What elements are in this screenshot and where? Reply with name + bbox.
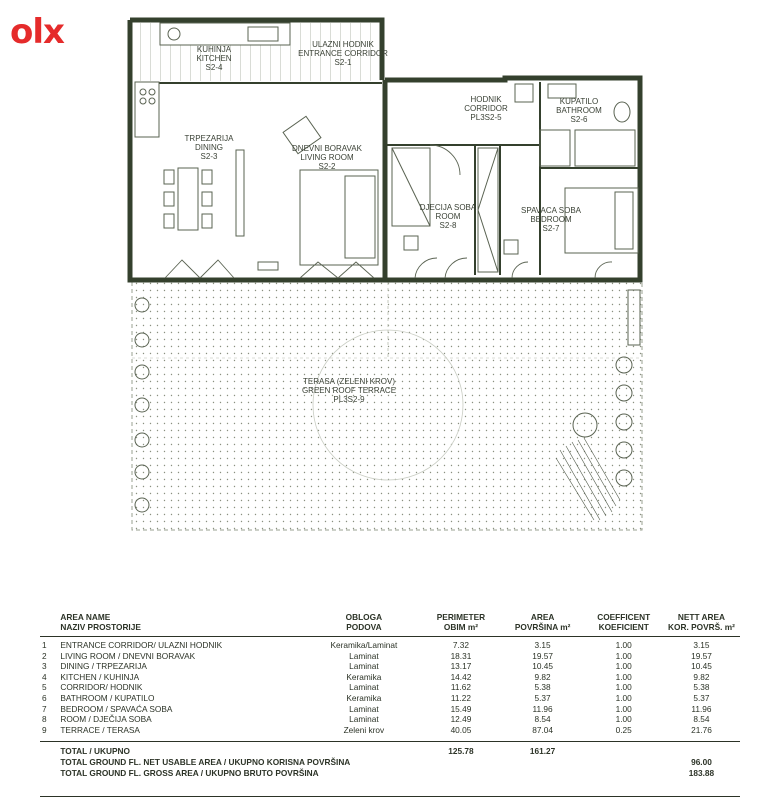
- header-area: AREA POVRŠINA m²: [514, 612, 571, 632]
- dining-table: [164, 150, 244, 236]
- bottom-rule: [40, 796, 740, 797]
- table-row: 2 LIVING ROOM / DNEVNI BORAVAK Laminat 18.31 19.57 1.00 19.57: [42, 650, 712, 661]
- label-room-code: S2-8: [439, 221, 457, 230]
- label-dining-en: DINING: [195, 143, 223, 152]
- label-corridor-local: HODNIK: [470, 95, 502, 104]
- label-dining-local: TRPEZARIJA: [184, 134, 234, 143]
- olx-logo[interactable]: olx: [10, 12, 64, 52]
- label-room-en: ROOM: [435, 212, 461, 221]
- label-kitchen-en: KITCHEN: [196, 54, 232, 63]
- label-terrace-code: PL3S2-9: [333, 395, 365, 404]
- label-corridor-en: CORRIDOR: [464, 104, 508, 113]
- label-bathroom-en: BATHROOM: [556, 106, 602, 115]
- table-row: 8 ROOM / DJEČIJA SOBA Laminat 12.49 8.54 1.00 8.54: [42, 714, 710, 725]
- table-header-row: [40, 612, 740, 637]
- label-terrace-local: TERASA (ZELENI KROV): [302, 377, 396, 386]
- label-entrance-code: S2-1: [334, 58, 352, 67]
- label-kitchen-code: S2-4: [205, 63, 223, 72]
- total-row: TOTAL / UKUPNO 125.78 161.27: [40, 742, 740, 757]
- label-corridor-code: PL3S2-5: [470, 113, 502, 122]
- header-name: AREA NAME NAZIV PROSTORIJE: [60, 612, 141, 632]
- table-row: 5 CORRIDOR/ HODNIK Laminat 11.62 5.38 1.00 5.38: [42, 682, 710, 693]
- header-nett: NETT AREA KOR. POVRŠ. m²: [668, 612, 735, 632]
- label-terrace-en: GREEN ROOF TERRACE: [301, 386, 397, 395]
- living-furniture: [258, 116, 378, 270]
- table-row: 3 DINING / TRPEZARIJA Laminat 13.17 10.45 1.00 10.45: [42, 661, 712, 672]
- header-floor: OBLOGA PODOVA: [345, 612, 383, 632]
- table-row: 9 TERRACE / TERASA Zeleni krov 40.05 87.04 0.25 21.76: [42, 724, 712, 735]
- label-living-en: LIVING ROOM: [300, 153, 354, 162]
- table-row: 1 ENTRANCE CORRIDOR/ ULAZNI HODNIK Keramika/Laminat 7.32 3.15 1.00 3.15: [42, 640, 710, 650]
- label-bathroom-code: S2-6: [570, 115, 588, 124]
- label-dining-code: S2-3: [200, 152, 218, 161]
- net-area-row: TOTAL GROUND FL. NET USABLE AREA / UKUPNO KORISNA POVRŠINA 96.00: [60, 756, 712, 767]
- label-entrance-local: ULAZNI HODNIK: [312, 40, 374, 49]
- label-bathroom-local: KUPATILO: [559, 97, 599, 106]
- label-room-local: DJECIJA SOBA: [419, 203, 477, 212]
- table-row: 4 KITCHEN / KUHINJA Keramika 14.42 9.82 1.00 9.82: [42, 671, 710, 682]
- label-living-code: S2-2: [318, 162, 336, 171]
- label-entrance-en: ENTRANCE CORRIDOR: [298, 49, 388, 58]
- area-table: [40, 612, 740, 778]
- label-kitchen-local: KUHINJA: [196, 45, 232, 54]
- header-coef: COEFFICENT KOEFICIENT: [597, 612, 651, 632]
- table-row: 6 BATHROOM / KUPATILO Keramika 11.22 5.37 1.00 5.37: [42, 692, 710, 703]
- header-perimeter: PERIMETER OBIM m²: [436, 612, 486, 632]
- label-bedroom-local: SPAVACA SOBA: [520, 206, 582, 215]
- terrace-area: [132, 282, 642, 530]
- label-bedroom-code: S2-7: [542, 224, 560, 233]
- gross-area-row: TOTAL GROUND FL. GROSS AREA / UKUPNO BRUTO POVRŠINA 183.88: [60, 767, 715, 778]
- header-num: [40, 612, 58, 637]
- kitchen-side-counter: [135, 82, 159, 137]
- label-bedroom-en: BEDROOM: [530, 215, 572, 224]
- table-row: 7 BEDROOM / SPAVAĆA SOBA Laminat 15.49 11.96 1.00 11.96: [42, 703, 712, 714]
- label-living-local: DNEVNI BORAVAK: [292, 144, 362, 153]
